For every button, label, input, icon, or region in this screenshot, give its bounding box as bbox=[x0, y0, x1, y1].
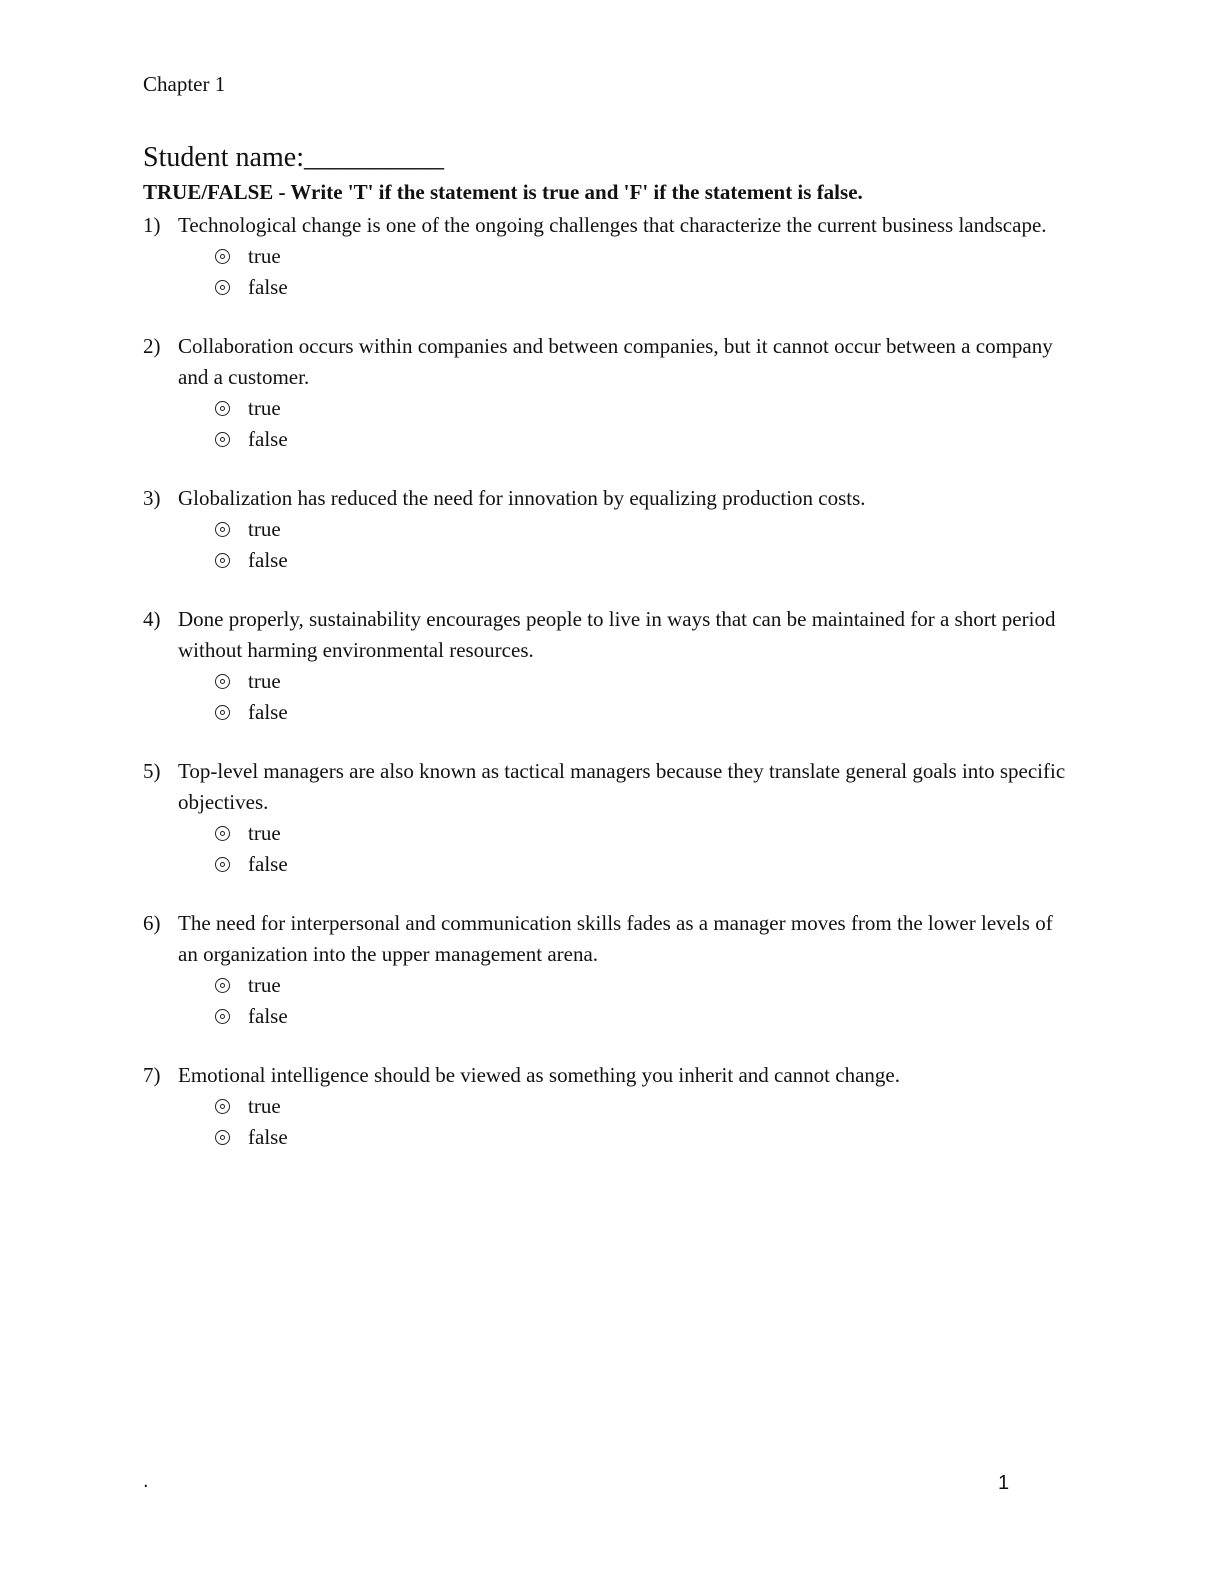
question-6 bbox=[143, 908, 1073, 1032]
question-text: Technological change is one of the ongoing challenges that characterize the current business landscape. bbox=[178, 213, 1047, 237]
radio-icon[interactable] bbox=[215, 1009, 230, 1024]
footer-mark: . bbox=[143, 1470, 149, 1492]
question-text: The need for interpersonal and communication skills fades as a manager moves from the lower levels of an organization into the upper management arena. bbox=[178, 911, 1053, 966]
radio-icon[interactable] bbox=[215, 857, 230, 872]
question-number: 3) bbox=[143, 486, 161, 510]
option-false[interactable] bbox=[215, 545, 1073, 576]
instructions: TRUE/FALSE - Write 'T' if the statement is true and 'F' if the statement is false. bbox=[143, 180, 863, 204]
question-5 bbox=[143, 756, 1073, 880]
question-list bbox=[143, 210, 1073, 1181]
question-number: 5) bbox=[143, 759, 161, 783]
question-text: Collaboration occurs within companies and between companies, but it cannot occur between a company and a customer. bbox=[178, 334, 1053, 389]
question-number: 2) bbox=[143, 334, 161, 358]
question-number: 1) bbox=[143, 213, 161, 237]
option-false[interactable] bbox=[215, 849, 1073, 880]
option-true[interactable] bbox=[215, 241, 1073, 272]
radio-icon[interactable] bbox=[215, 1130, 230, 1145]
option-label: false bbox=[248, 1125, 288, 1149]
option-label: false bbox=[248, 852, 288, 876]
radio-icon[interactable] bbox=[215, 432, 230, 447]
question-number: 6) bbox=[143, 911, 161, 935]
question-text: Done properly, sustainability encourages people to live in ways that can be maintained for a short period without harming environmental resources. bbox=[178, 607, 1056, 662]
radio-icon[interactable] bbox=[215, 401, 230, 416]
option-label: true bbox=[248, 1094, 281, 1118]
radio-icon[interactable] bbox=[215, 705, 230, 720]
option-label: false bbox=[248, 1004, 288, 1028]
radio-icon[interactable] bbox=[215, 522, 230, 537]
option-false[interactable] bbox=[215, 1122, 1073, 1153]
question-text: Globalization has reduced the need for innovation by equalizing production costs. bbox=[178, 486, 866, 510]
option-label: false bbox=[248, 548, 288, 572]
option-label: true bbox=[248, 973, 281, 997]
question-text: Emotional intelligence should be viewed as something you inherit and cannot change. bbox=[178, 1063, 900, 1087]
radio-icon[interactable] bbox=[215, 826, 230, 841]
question-4 bbox=[143, 604, 1073, 728]
option-true[interactable] bbox=[215, 818, 1073, 849]
question-3 bbox=[143, 483, 1073, 576]
question-1 bbox=[143, 210, 1073, 303]
option-true[interactable] bbox=[215, 514, 1073, 545]
option-label: false bbox=[248, 700, 288, 724]
option-label: true bbox=[248, 244, 281, 268]
option-true[interactable] bbox=[215, 393, 1073, 424]
option-false[interactable] bbox=[215, 272, 1073, 303]
question-2 bbox=[143, 331, 1073, 455]
option-true[interactable] bbox=[215, 1091, 1073, 1122]
option-true[interactable] bbox=[215, 970, 1073, 1001]
option-label: true bbox=[248, 517, 281, 541]
question-7 bbox=[143, 1060, 1073, 1153]
option-false[interactable] bbox=[215, 424, 1073, 455]
option-true[interactable] bbox=[215, 666, 1073, 697]
radio-icon[interactable] bbox=[215, 280, 230, 295]
question-number: 4) bbox=[143, 607, 161, 631]
question-text: Top-level managers are also known as tactical managers because they translate general goals into specific objectives. bbox=[178, 759, 1066, 814]
radio-icon[interactable] bbox=[215, 249, 230, 264]
radio-icon[interactable] bbox=[215, 1099, 230, 1114]
question-number: 7) bbox=[143, 1063, 161, 1087]
page-number: 1 bbox=[998, 1472, 1010, 1494]
option-label: true bbox=[248, 821, 281, 845]
option-label: false bbox=[248, 427, 288, 451]
radio-icon[interactable] bbox=[215, 674, 230, 689]
option-label: true bbox=[248, 396, 281, 420]
radio-icon[interactable] bbox=[215, 553, 230, 568]
option-false[interactable] bbox=[215, 1001, 1073, 1032]
option-label: false bbox=[248, 275, 288, 299]
chapter-heading: Chapter 1 bbox=[143, 72, 226, 96]
option-false[interactable] bbox=[215, 697, 1073, 728]
radio-icon[interactable] bbox=[215, 978, 230, 993]
student-name-field[interactable]: Student name:__________ bbox=[143, 142, 444, 173]
option-label: true bbox=[248, 669, 281, 693]
